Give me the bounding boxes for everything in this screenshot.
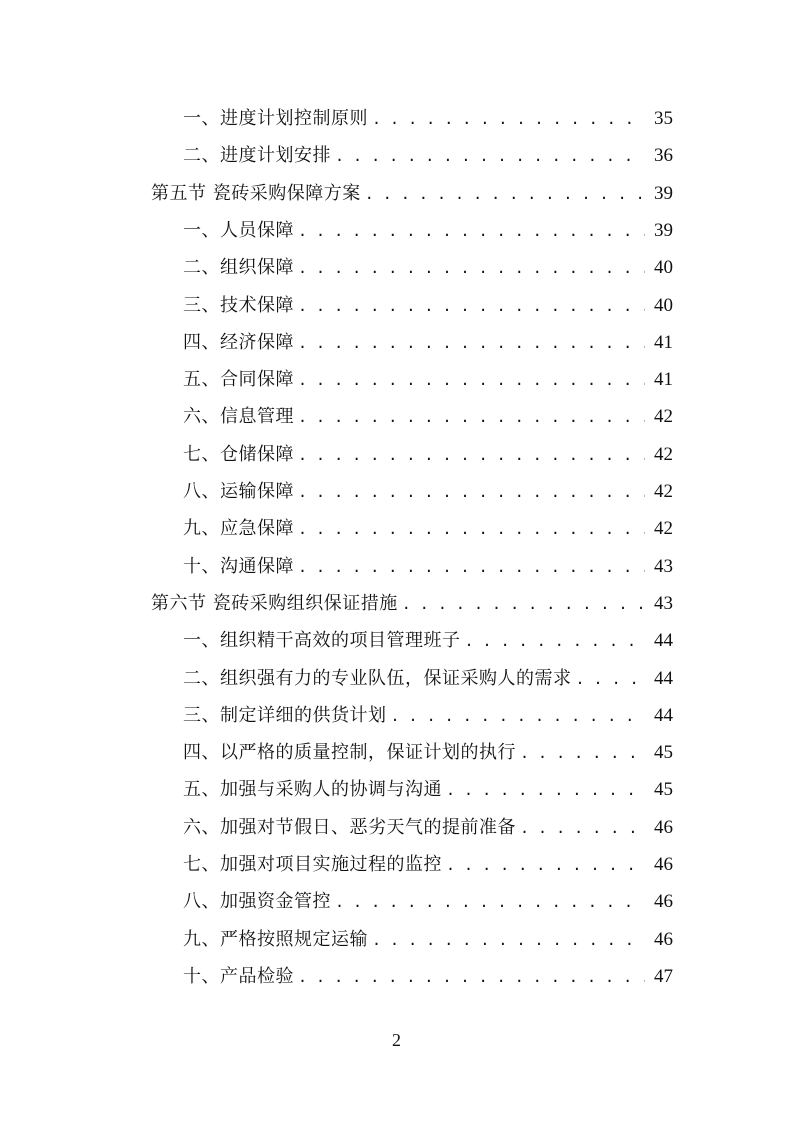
toc-entry[interactable] [183,473,673,510]
toc-entry[interactable] [183,100,673,137]
toc-dot-leader [576,661,646,698]
toc-dot-leader [298,325,645,362]
toc-dot-leader [298,250,645,287]
toc-dot-leader [402,586,645,623]
toc-entry[interactable] [183,137,673,174]
toc-dot-leader [298,474,645,511]
toc-entry-page: 42 [654,443,673,465]
toc-entry-page: 35 [654,108,673,129]
toc-entry[interactable] [183,771,673,808]
toc-entry-page: 45 [654,779,673,801]
toc-dot-leader [298,549,645,586]
toc-entry[interactable] [183,436,673,473]
toc-entry-label: 二、进度计划安排 [183,145,331,167]
toc-entry-page: 46 [654,891,673,913]
toc-dot-leader [298,437,645,474]
toc-entry-page: 44 [654,630,673,652]
toc-entry-page: 45 [654,742,673,764]
toc-entry-page: 44 [654,704,673,726]
toc-entry-page: 42 [654,481,673,502]
toc-entry-label: 十、沟通保障 [183,555,294,577]
toc-entry-page: 42 [654,518,673,540]
toc-entry-page: 44 [654,667,673,689]
toc-entry-label: 三、制定详细的供货计划 [183,704,387,726]
toc-entry-page: 46 [654,854,673,875]
toc-dot-leader [465,623,646,660]
toc-entry-label: 一、人员保障 [183,219,294,241]
toc-dot-leader [446,847,645,884]
toc-entry-page: 42 [654,406,673,428]
toc-entry[interactable] [183,660,673,697]
toc-entry-label: 第六节 瓷砖采购组织保证措施 [151,592,398,614]
toc-dot-leader [391,698,646,735]
toc-entry-label: 五、合同保障 [183,369,294,391]
toc-entry-label: 四、经济保障 [183,331,294,353]
toc-dot-leader [298,213,645,250]
toc-dot-leader [372,101,645,138]
toc-entry[interactable] [183,510,673,547]
toc-entry-page: 41 [654,331,673,353]
toc-entry-label: 二、组织强有力的专业队伍，保证采购人的需求 [183,667,572,689]
toc-entry-page: 39 [654,182,673,204]
toc-entry-page: 39 [654,219,673,241]
toc-entry[interactable] [183,958,673,995]
toc-entry[interactable] [183,548,673,585]
toc-entry-label: 一、进度计划控制原则 [183,108,368,129]
toc-entry[interactable] [183,734,673,771]
toc-dot-leader [298,362,645,399]
toc-entry-page: 40 [654,257,673,279]
toc-entry[interactable] [183,324,673,361]
toc-dot-leader [335,138,645,175]
toc-entry-label: 十、产品检验 [183,965,294,987]
toc-entry-page: 40 [654,294,673,316]
toc-entry-page: 36 [654,145,673,167]
toc-entry[interactable] [183,809,673,846]
toc-entry-page: 46 [654,816,673,838]
toc-entry-page: 43 [654,592,673,614]
toc-entry-page: 47 [654,965,673,987]
toc-dot-leader [298,288,645,325]
toc-entry-label: 第五节 瓷砖采购保障方案 [151,182,361,204]
toc-entry[interactable] [183,361,673,398]
toc-dot-leader [298,959,645,996]
toc-entry-page: 46 [654,928,673,950]
toc-entry[interactable] [183,697,673,734]
toc-entry-label: 七、仓储保障 [183,443,294,465]
toc-entry-label: 五、加强与采购人的协调与沟通 [183,779,442,801]
toc-entry[interactable] [183,212,673,249]
page-number: 2 [392,1030,401,1050]
toc-dot-leader [520,810,645,847]
toc-entry[interactable] [183,883,673,920]
toc-entry-label: 七、加强对项目实施过程的监控 [183,854,442,875]
toc-dot-leader [446,772,645,809]
toc-entry-label: 九、严格按照规定运输 [183,928,368,950]
toc-entry-label: 八、运输保障 [183,481,294,502]
toc-entry-label: 八、加强资金管控 [183,891,331,913]
toc-entry-label: 二、组织保障 [183,257,294,279]
toc-section-entry[interactable] [151,585,673,622]
toc-entry-label: 九、应急保障 [183,518,294,540]
toc-entry-label: 一、组织精干高效的项目管理班子 [183,630,461,652]
toc-entry-label: 六、信息管理 [183,406,294,428]
toc-dot-leader [520,735,645,772]
toc-entry[interactable] [183,846,673,883]
toc-entry-label: 四、以严格的质量控制，保证计划的执行 [183,742,516,764]
toc-dot-leader [298,511,645,548]
toc-dot-leader [372,922,645,959]
toc-entry[interactable] [183,921,673,958]
toc-entry-page: 43 [654,555,673,577]
toc-section-entry[interactable] [151,175,673,212]
toc-dot-leader [298,399,645,436]
toc-entry[interactable] [183,249,673,286]
toc-dot-leader [365,176,645,213]
toc-dot-leader [335,884,645,921]
toc-entry[interactable] [183,287,673,324]
toc-entry[interactable] [183,622,673,659]
toc-entry-label: 六、加强对节假日、恶劣天气的提前准备 [183,816,516,838]
toc-entry-label: 三、技术保障 [183,294,294,316]
toc-entry-page: 41 [654,369,673,391]
toc-entry[interactable] [183,398,673,435]
